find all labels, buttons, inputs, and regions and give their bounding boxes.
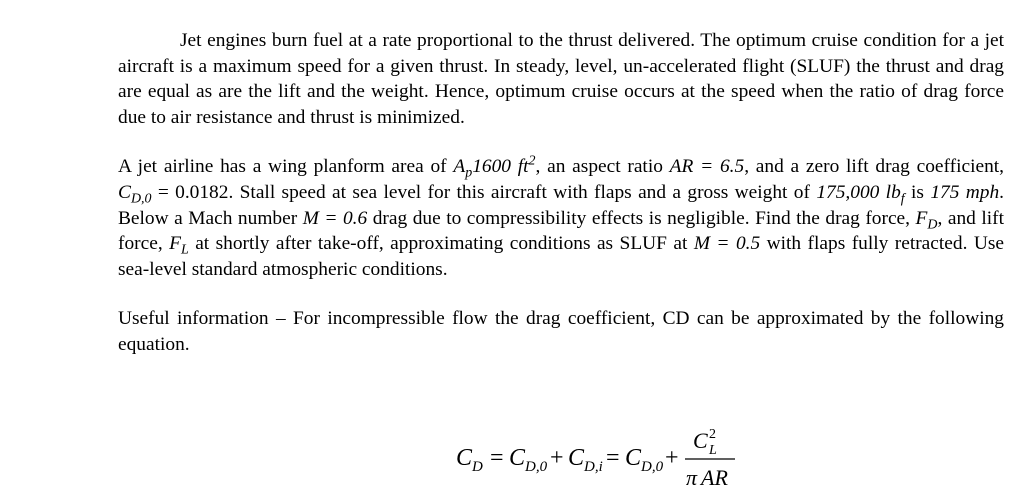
mach-cruise-expr: M = 0.5	[693, 233, 761, 255]
eq-denominator-ar: AR	[701, 465, 728, 490]
document-body	[118, 28, 1004, 358]
eq-cd0-subscript-a: D,0	[525, 459, 548, 475]
cd0-value: = 0.0182	[151, 181, 229, 203]
problem-text-8: , and lift force,	[118, 207, 1004, 255]
problem-text-6: . Below a Mach number	[118, 181, 1005, 229]
problem-text-3: , and a zero lift drag coefficient,	[744, 156, 1005, 178]
mach-limit-expr: M = 0.6	[302, 207, 368, 229]
eq-cd-letter: C	[456, 445, 473, 471]
weight-value: 175,000 $lb_f$	[816, 181, 905, 207]
eq-numerator-letter: C	[693, 428, 708, 453]
area-symbol: $A_p1600$ $ft^2$	[453, 153, 536, 181]
eq-numerator-subscript: L	[709, 443, 717, 458]
cd0-symbol: $C_{D,0} = 0.0182$	[118, 181, 229, 207]
eq-plus-1: +	[550, 445, 564, 471]
equation-svg	[0, 403, 1024, 493]
eq-cdi-subscript: D,i	[584, 459, 603, 475]
drag-coefficient-equation	[0, 403, 1024, 493]
problem-text-2: , an aspect ratio	[535, 156, 670, 178]
paragraph-useful-info: Useful information – For incompressible flow the drag coefficient, CD can be approximated by the following equation.	[118, 308, 1004, 355]
problem-text-1: A jet airline has a wing planform area of	[118, 156, 454, 178]
lift-force-symbol: $F_L$	[169, 233, 189, 258]
aspect-ratio-expr: AR = 6.5	[669, 156, 745, 178]
problem-text-7: drag due to compressibility effects is negligible. Find the drag force,	[367, 207, 916, 229]
problem-text-5: is	[904, 181, 931, 203]
paragraph-intro: Jet engines burn fuel at a rate proportional to the thrust delivered. The optimum cruise condition for a jet aircraft is a maximum speed for a given thrust. In steady, level, un-accelerated flight (SLUF) the thrust and drag are equal as are the lift and the weight. Hence, optimum cruise occurs at the speed when the ratio of drag force due to air resistance and thrust is minimized.	[118, 30, 1004, 128]
stall-speed-value: 175 mph	[930, 181, 1000, 203]
eq-cd-subscript: D	[472, 459, 483, 475]
eq-numerator-superscript: 2	[709, 427, 716, 442]
eq-cdi-letter: C	[568, 445, 585, 471]
eq-equals-2: =	[606, 445, 620, 471]
eq-denominator-pi: π	[686, 465, 698, 490]
eq-cd0-subscript-b: D,0	[641, 459, 664, 475]
eq-cd0-letter-b: C	[625, 445, 642, 471]
problem-text-9: at shortly after take-off, approximating conditions as SLUF at	[188, 233, 694, 255]
paragraph-problem	[118, 154, 1004, 282]
eq-plus-2: +	[665, 445, 679, 471]
eq-cd0-letter-a: C	[509, 445, 526, 471]
problem-text-4: . Stall speed at sea level for this aircraft with flaps and a gross weight of	[228, 181, 817, 203]
area-value: 1600 ft	[472, 156, 529, 178]
eq-equals-1: =	[490, 445, 504, 471]
problem-text-10: with flaps fully retracted. Use sea-level standard atmospheric conditions.	[118, 233, 1005, 280]
drag-force-symbol: $F_D$	[915, 207, 938, 233]
